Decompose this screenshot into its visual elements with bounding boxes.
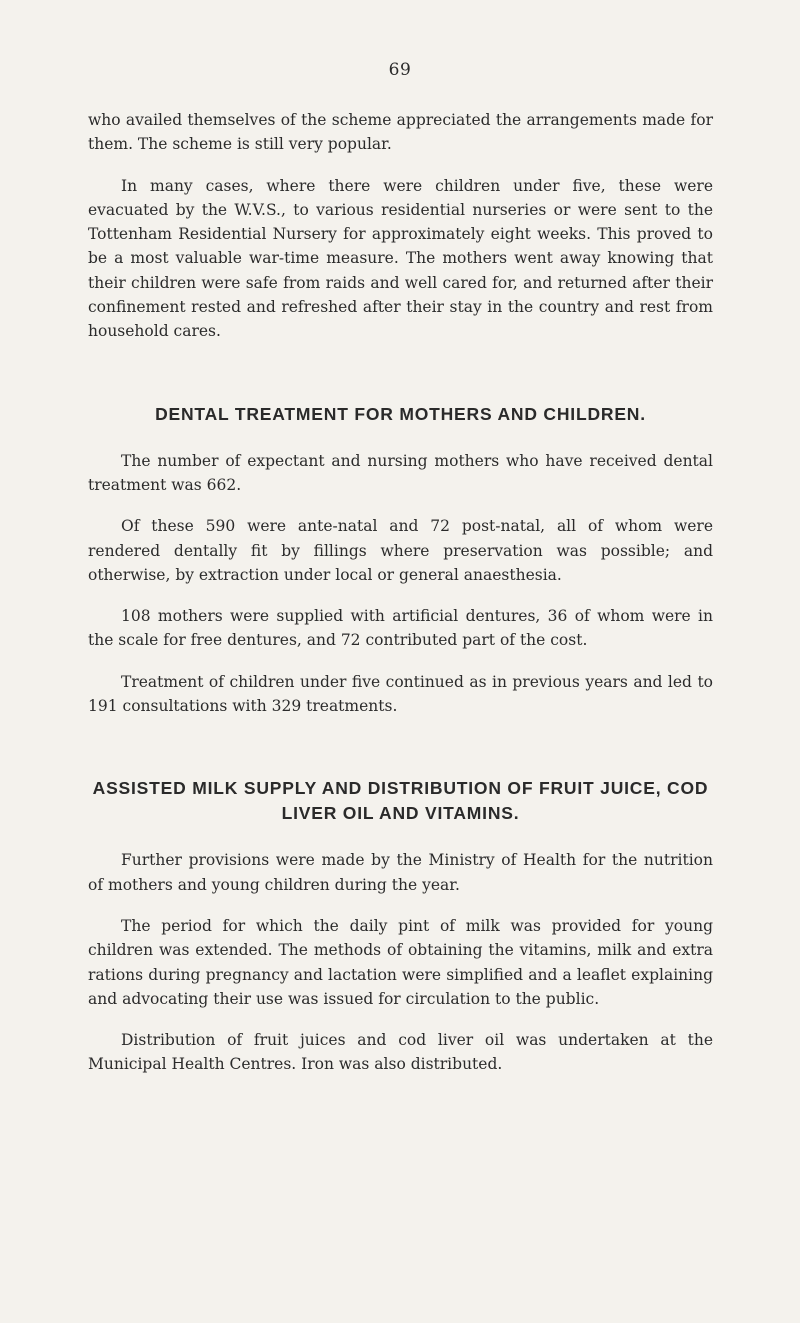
paragraph-dental-count: The number of expectant and nursing mothers who have received dental treatment was 662. <box>88 451 713 494</box>
paragraph-dental-breakdown: Of these 590 were ante-natal and 72 post-natal, all of whom were rendered dentally fit by fillings where preservation was possible; and otherwise, by extraction under local or general anaesthesia. <box>88 517 713 584</box>
paragraph-dentures: 108 mothers were supplied with artificial dentures, 36 of whom were in the scale for free dentures, and 72 contributed part of the cost. <box>88 607 713 650</box>
paragraph-distribution: Distribution of fruit juices and cod liver oil was undertaken at the Municipal Health Centres. Iron was also distributed. <box>88 1031 713 1074</box>
paragraph-milk-period: The period for which the daily pint of milk was provided for young children was extended. The methods of obtaining the vitamins, milk and extra rations during pregnancy and lactation were simplified and a leaflet explaining and advocating their use was issued for circulation to the public. <box>88 916 713 1008</box>
paragraph-continued: who availed themselves of the scheme appreciated the arrangements made for them. The scheme is still very popular. <box>88 111 713 154</box>
paragraph-children-treatment: Treatment of children under five continued as in previous years and led to 191 consultations with 329 treatments. <box>88 672 713 716</box>
paragraph-evacuation: In many cases, where there were children under five, these were evacuated by the W.V.S., to various residential nurseries or were sent to the Tottenham Residential Nursery for approximately eight weeks. This proved to be a most valuable war-time measure. The mothers went away knowing that their children were safe from raids and well cared for, and returned after their confinement rested and refreshed after their stay in the country and rest from household cares. <box>88 176 713 341</box>
section-heading-milk: ASSISTED MILK SUPPLY AND DISTRIBUTION OF FRUIT JUICE, COD LIVER OIL AND VITAMINS. <box>92 778 709 824</box>
section-heading-dental: DENTAL TREATMENT FOR MOTHERS AND CHILDREN. <box>155 403 646 424</box>
paragraph-ministry-provisions: Further provisions were made by the Ministry of Health for the nutrition of mothers and young children during the year. <box>88 851 713 894</box>
page-number: 69 <box>388 60 412 80</box>
page-body <box>88 108 713 1077</box>
